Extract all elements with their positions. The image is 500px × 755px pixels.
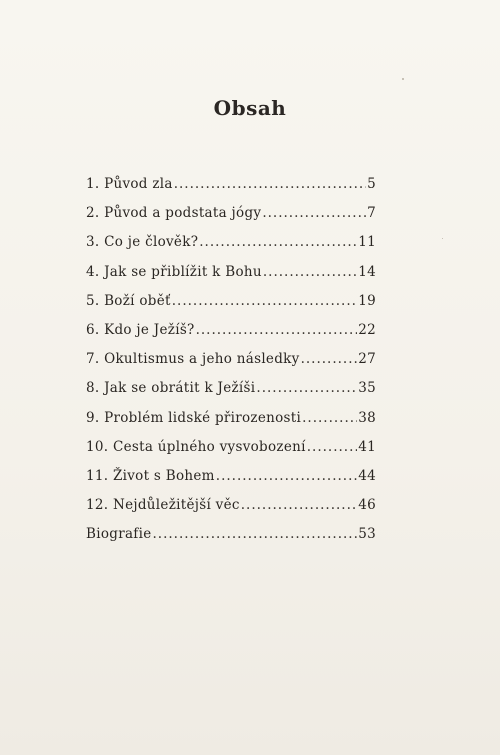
page-title: Obsah [213, 96, 287, 120]
toc-entry-label: 5. Boží oběť [86, 292, 171, 309]
toc-entry-label: 6. Kdo je Ježíš? [86, 321, 195, 338]
toc-entry-page: 7 [367, 205, 376, 222]
toc-entry [86, 380, 376, 409]
toc-entry-label: 11. Život s Bohem [86, 467, 215, 484]
toc-dot-leader [172, 293, 357, 309]
toc-entry-page: 53 [358, 526, 376, 543]
toc-dot-leader [256, 380, 357, 396]
toc-entry [86, 234, 376, 263]
toc-dot-leader [216, 468, 357, 484]
toc-entry-label: 7. Okultismus a jeho následky [86, 351, 300, 368]
toc-entry [86, 293, 376, 322]
toc-entry-page: 22 [358, 321, 376, 338]
table-of-contents [86, 176, 376, 555]
toc-dot-leader [307, 439, 357, 455]
toc-entry [86, 351, 376, 380]
toc-entry-page: 14 [358, 263, 376, 280]
toc-entry-page: 46 [358, 497, 376, 514]
toc-entry-label: 12. Nejdůležitější věc [86, 497, 240, 514]
toc-entry-page: 27 [358, 351, 376, 368]
toc-dot-leader [262, 205, 366, 221]
toc-entry [86, 526, 376, 555]
toc-dot-leader [199, 234, 357, 250]
toc-dot-leader [153, 526, 358, 542]
toc-entry [86, 439, 376, 468]
paper-speck [442, 238, 443, 239]
toc-entry-page: 35 [358, 380, 376, 397]
toc-entry-page: 5 [367, 176, 376, 192]
toc-entry-page: 41 [358, 438, 376, 455]
toc-dot-leader [301, 351, 358, 367]
toc-entry-label: 10. Cesta úplného vysvobození [86, 438, 306, 455]
toc-dot-leader [241, 497, 357, 513]
toc-entry-label: 9. Problém lidské přirozenosti [86, 409, 302, 426]
toc-entry [86, 264, 376, 293]
toc-entry-label: 4. Jak se přiblížit k Bohu [86, 263, 262, 280]
toc-entry [86, 468, 376, 497]
toc-entry [86, 176, 376, 205]
toc-entry-page: 11 [358, 234, 376, 251]
toc-entry [86, 322, 376, 351]
toc-entry [86, 497, 376, 526]
toc-entry [86, 205, 376, 234]
toc-entry-page: 38 [358, 409, 376, 426]
toc-dot-leader [196, 322, 358, 338]
toc-entry-label: Biografie [86, 526, 152, 543]
toc-entry-label: 1. Původ zla [86, 176, 173, 192]
toc-entry-label: 8. Jak se obrátit k Ježíši [86, 380, 256, 397]
toc-entry [86, 410, 376, 439]
toc-dot-leader [302, 410, 357, 426]
toc-dot-leader [174, 176, 366, 192]
toc-entry-label: 2. Původ a podstata jógy [86, 205, 262, 222]
paper-speck [402, 78, 404, 80]
toc-entry-page: 44 [358, 467, 376, 484]
toc-entry-page: 19 [358, 292, 376, 309]
toc-dot-leader [263, 264, 357, 280]
toc-entry-label: 3. Co je člověk? [86, 234, 199, 251]
